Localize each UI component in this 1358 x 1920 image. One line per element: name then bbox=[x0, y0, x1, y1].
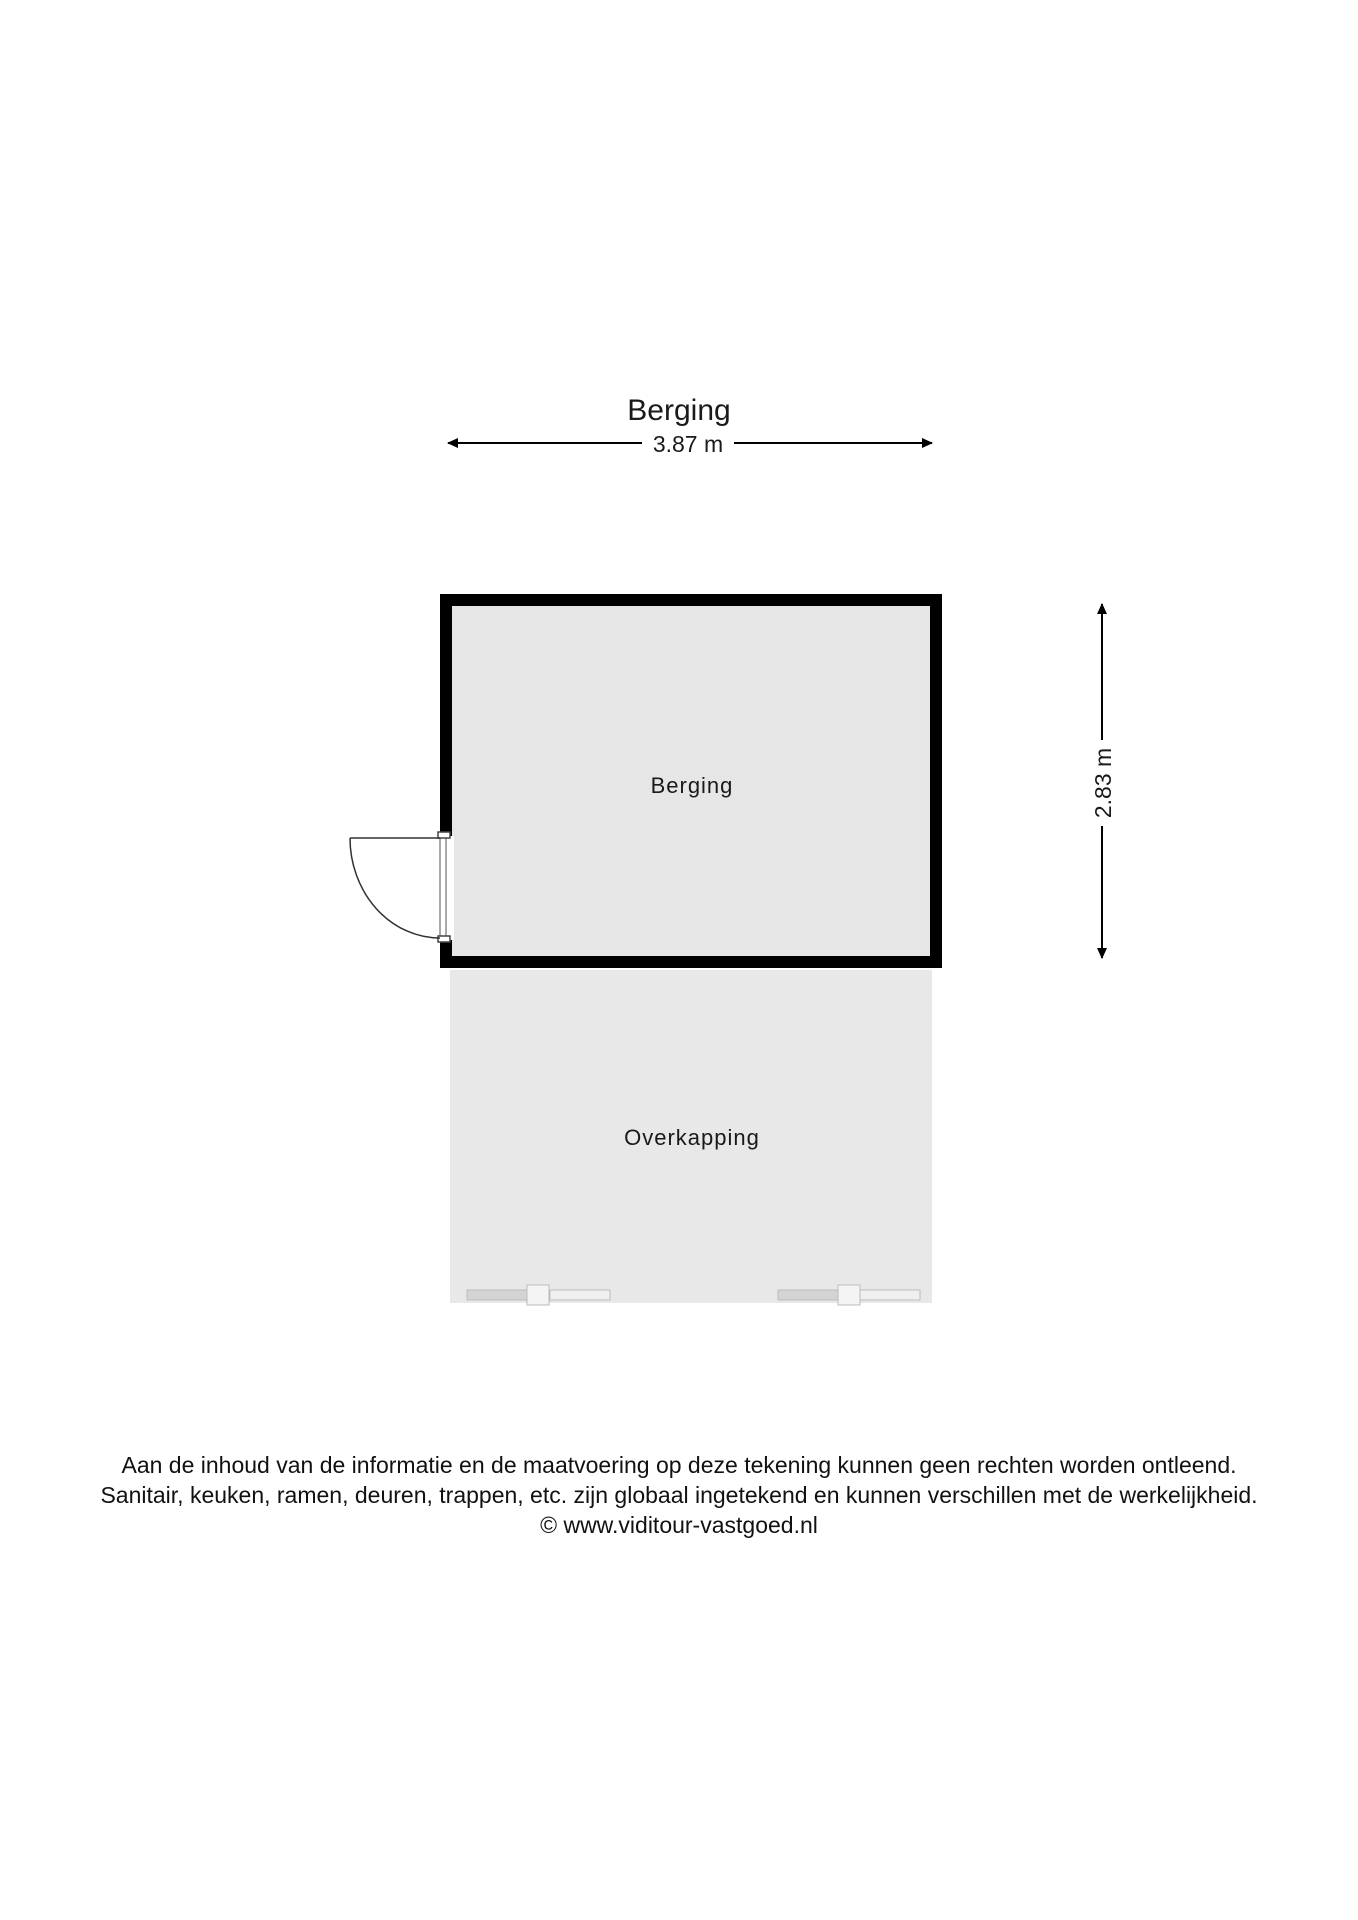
door-swing-icon bbox=[350, 838, 440, 938]
disclaimer-line-1: Aan de inhoud van de informatie en de maatvoering op deze tekening kunnen geen rechten worden ontleend. bbox=[121, 1452, 1237, 1478]
height-dimension: 2.83 m bbox=[1090, 747, 1116, 819]
door-frame-bottom bbox=[438, 936, 450, 942]
floor-title: Berging bbox=[627, 394, 731, 427]
door-frame-top bbox=[438, 832, 450, 838]
door-frame bbox=[440, 836, 446, 940]
copyright-notice: © www.viditour-vastgoed.nl bbox=[540, 1512, 818, 1538]
room-label-berging: Berging bbox=[650, 773, 734, 798]
disclaimer-line-2: Sanitair, keuken, ramen, deuren, trappen, etc. zijn globaal ingetekend en kunnen verschillen met de werkelijkheid. bbox=[100, 1482, 1258, 1508]
room-label-overkapping: Overkapping bbox=[624, 1125, 760, 1150]
disclaimer bbox=[0, 1450, 1358, 1540]
width-dimension: 3.87 m bbox=[652, 431, 724, 457]
